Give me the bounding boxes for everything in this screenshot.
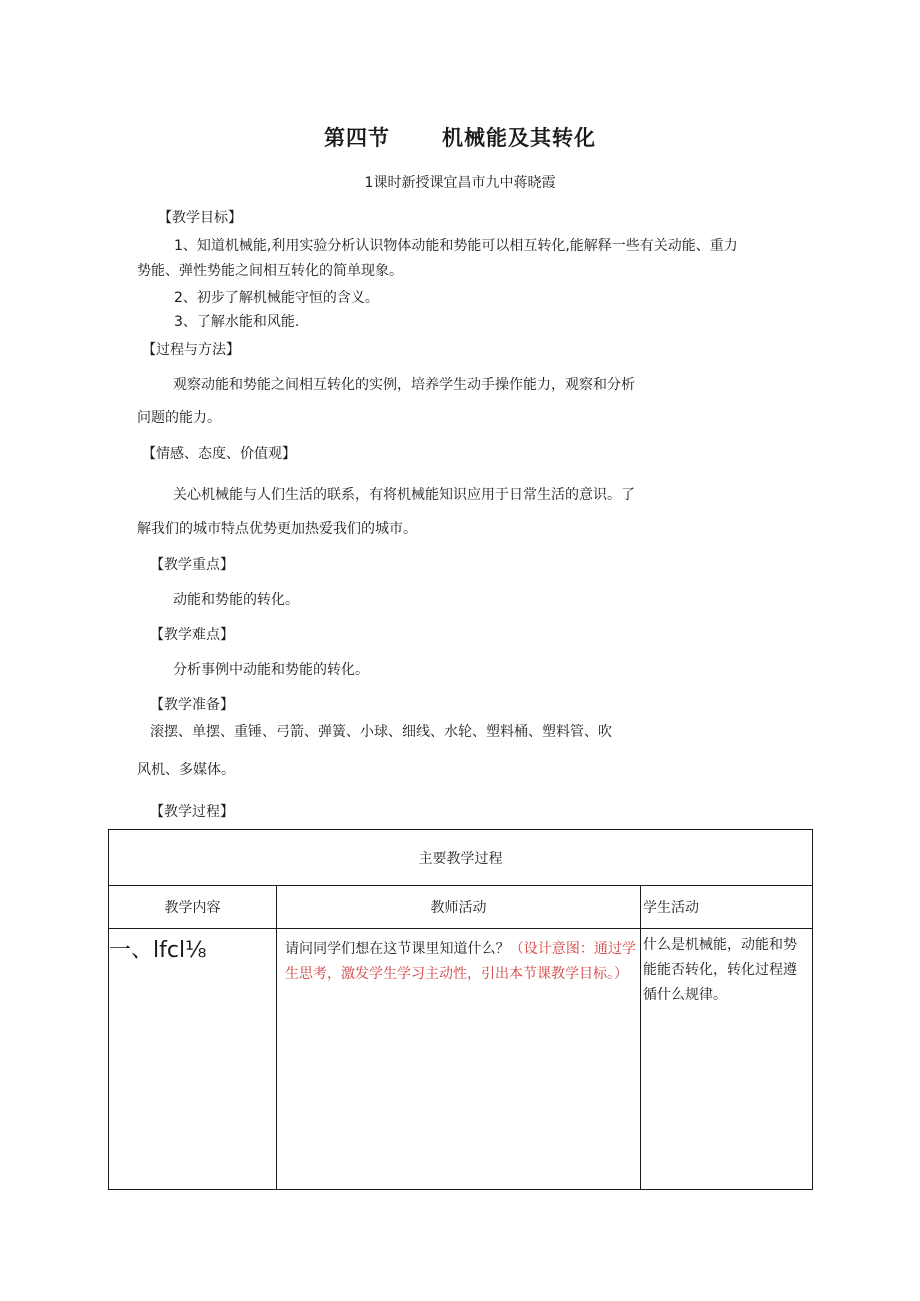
- prep-line2: 风机、多媒体。: [137, 762, 235, 778]
- column-content-header: 教学内容: [109, 886, 277, 929]
- title-topic: 机械能及其转化: [442, 126, 596, 150]
- goal3: 3、了解水能和风能.: [174, 314, 300, 330]
- emotion-heading: 【情感、态度、价值观】: [142, 446, 296, 462]
- emotion-line2: 解我们的城市特点优势更加热爱我们的城市。: [137, 521, 417, 537]
- process-line2: 问题的能力。: [137, 410, 221, 426]
- design-intent-note: （设计意图：通过学生思考，激发学生学习主动性，引出本节课教学目标。）: [285, 941, 637, 982]
- goal1-line1: 1、知道机械能,利用实验分析认识物体动能和势能可以相互转化,能解释一些有关动能、重力: [174, 238, 738, 254]
- table-row: [109, 929, 813, 1190]
- focus-text: 动能和势能的转化。: [173, 592, 299, 608]
- page-title: [0, 122, 920, 152]
- steps-heading: 【教学过程】: [150, 804, 234, 820]
- row-content-cell: 一、lfcl⅛: [109, 929, 277, 1190]
- difficulty-heading: 【教学难点】: [150, 627, 234, 643]
- prep-line1: 滚摆、单摆、重锤、弓箭、弹簧、小球、细线、水轮、塑料桶、塑料管、吹: [150, 724, 612, 740]
- goal2: 2、初步了解机械能守恒的含义。: [174, 290, 379, 306]
- goals-heading: 【教学目标】: [158, 210, 242, 226]
- teacher-question: 请问同学们想在这节课里知道什么？: [285, 941, 510, 957]
- title-section-number: 第四节: [324, 126, 390, 150]
- row-teacher-cell: [277, 929, 641, 1190]
- row-student-cell: 什么是机械能，动能和势能能否转化，转化过程遵循什么规律。: [641, 929, 813, 1190]
- process-line1: 观察动能和势能之间相互转化的实例，培养学生动手操作能力，观察和分析: [173, 377, 635, 393]
- emotion-line1: 关心机械能与人们生活的联系，有将机械能知识应用于日常生活的意识。了: [173, 487, 635, 503]
- teaching-process-table: [108, 829, 813, 1190]
- prep-heading: 【教学准备】: [150, 697, 234, 713]
- difficulty-text: 分析事例中动能和势能的转化。: [173, 662, 369, 678]
- page-subtitle: 1课时新授课宜昌市九中蒋晓霞: [364, 175, 556, 191]
- column-student-header: 学生活动: [641, 886, 813, 929]
- column-teacher-header: 教师活动: [277, 886, 641, 929]
- focus-heading: 【教学重点】: [150, 557, 234, 573]
- goal1-line2: 势能、弹性势能之间相互转化的简单现象。: [137, 263, 403, 279]
- table-header: 主要教学过程: [109, 830, 813, 886]
- process-heading: 【过程与方法】: [142, 342, 240, 358]
